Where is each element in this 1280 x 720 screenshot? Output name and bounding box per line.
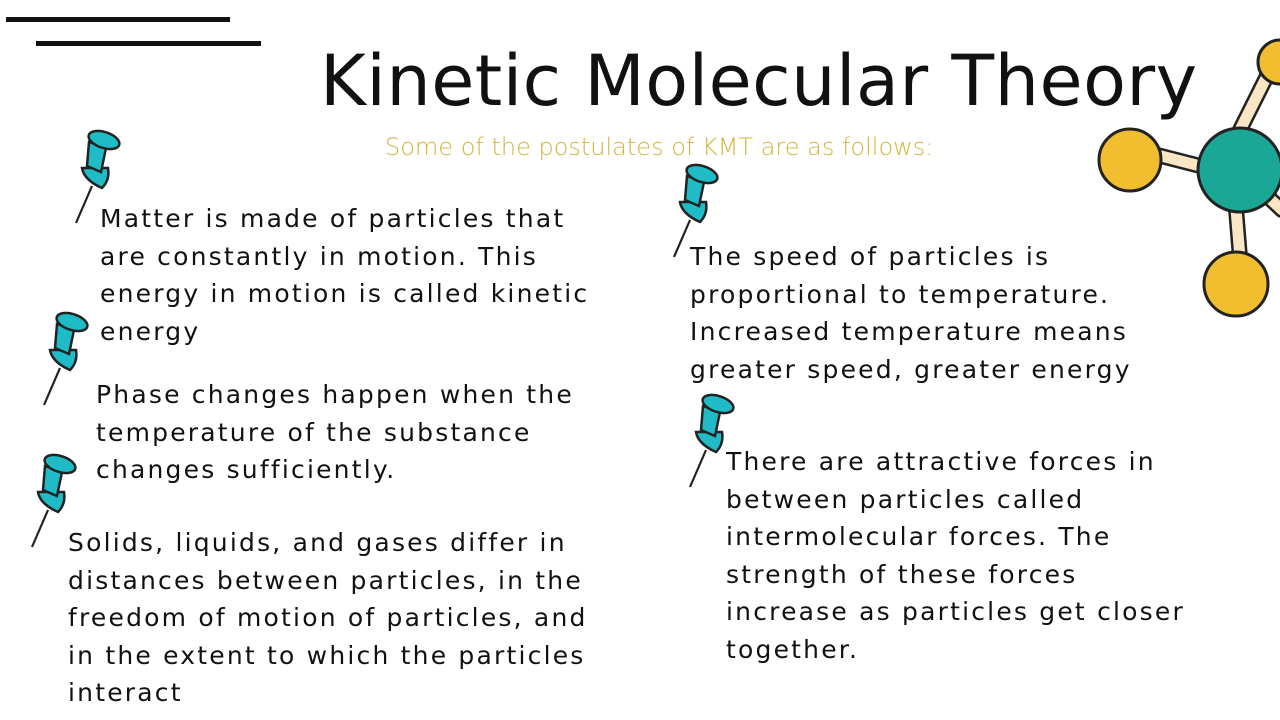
pushpin-icon: [30, 310, 90, 410]
postulate-speed-temperature: The speed of particles is proportional to temperature. Increased temperature means greater speed, greater energy: [690, 242, 1132, 384]
postulate-states-differ: Solids, liquids, and gases differ in distances between particles, in the freedom of motion of particles, and in the extent to which the particles interact: [68, 528, 588, 707]
decorative-line-top: [6, 17, 230, 22]
molecule-icon: [1090, 20, 1280, 330]
postulate-attractive-forces: There are attractive forces in between particles called intermolecular forces. The strength of these forces increase as particles get closer together.: [726, 447, 1185, 664]
decorative-line-bottom: [36, 41, 261, 46]
postulate-phase-changes: Phase changes happen when the temperature of the substance changes sufficiently.: [96, 380, 574, 484]
postulate-particles-motion: Matter is made of particles that are constantly in motion. This energy in motion is called kinetic energy: [100, 204, 590, 346]
slide-subtitle: Some of the postulates of KMT are as follows:: [385, 133, 934, 161]
slide-title: Kinetic Molecular Theory: [320, 40, 1198, 122]
